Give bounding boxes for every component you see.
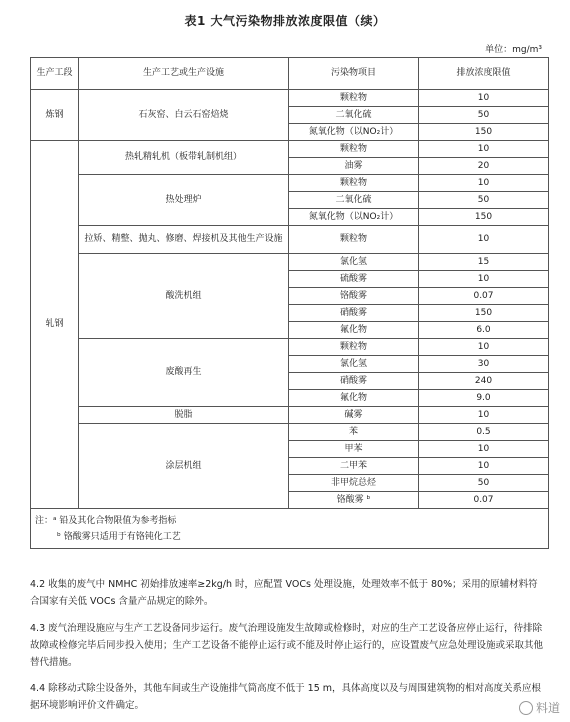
unit-label: 单位：mg/m³	[485, 45, 542, 55]
paragraph-4-2: 4.2 收集的废气中 NMHC 初始排放速率≥2kg/h 时，应配置 VOCs 处理设施，处理效率不低于 80%；采用的原辅材料符合国家有关低 VOCs 含量产品规定的除外。	[30, 579, 538, 607]
process-cell: 涂层机组	[79, 424, 289, 509]
header-process: 生产工艺或生产设施	[79, 58, 289, 90]
pollutant-cell: 铬酸雾	[289, 288, 419, 305]
pollutant-cell: 氟化物	[289, 322, 419, 339]
header-section: 生产工段	[31, 58, 79, 90]
pollutant-cell: 硫酸雾	[289, 271, 419, 288]
pollutant-cell: 氮氧化物（以NO₂计）	[289, 209, 419, 226]
section-cell: 轧钢	[31, 141, 79, 509]
pollutant-cell: 苯	[289, 424, 419, 441]
limit-cell: 20	[419, 158, 549, 175]
limit-cell: 10	[419, 441, 549, 458]
process-cell: 石灰窑、白云石窑焙烧	[79, 90, 289, 141]
pollutant-cell: 硝酸雾	[289, 305, 419, 322]
limit-cell: 0.5	[419, 424, 549, 441]
table-row	[31, 141, 549, 158]
pollutant-cell: 颗粒物	[289, 226, 419, 254]
header-row	[31, 58, 549, 90]
pollutant-cell: 铬酸雾 ᵇ	[289, 492, 419, 509]
limit-cell: 50	[419, 192, 549, 209]
note-a: 注：ᵃ 铅及其化合物限值为参考指标	[35, 515, 177, 526]
limit-cell: 9.0	[419, 390, 549, 407]
pollutant-cell: 二氧化硫	[289, 107, 419, 124]
limit-cell: 10	[419, 339, 549, 356]
pollutant-cell: 二甲苯	[289, 458, 419, 475]
table-row	[31, 339, 549, 356]
emission-limits-table	[30, 57, 549, 549]
limit-cell: 150	[419, 305, 549, 322]
pollutant-cell: 甲苯	[289, 441, 419, 458]
limit-cell: 10	[419, 90, 549, 107]
notes-row	[31, 509, 549, 549]
pollutant-cell: 氮氧化物（以NO₂计）	[289, 124, 419, 141]
limit-cell: 0.07	[419, 492, 549, 509]
limit-cell: 10	[419, 271, 549, 288]
limit-cell: 0.07	[419, 288, 549, 305]
process-cell: 热处理炉	[79, 175, 289, 226]
paragraph-4-3: 4.3 废气治理设施应与生产工艺设备同步运行。废气治理设施发生故障或检修时，对应的生产工艺设备应停止运行，待排除故障或检修完毕后同步投入使用；生产工艺设备不能停止运行或不能及时停止运行的，应设置废气应急处理设施或采取其他替代措施。	[30, 623, 544, 668]
table-row	[31, 175, 549, 192]
header-limit: 排放浓度限值	[419, 58, 549, 90]
limit-cell: 50	[419, 107, 549, 124]
table-row	[31, 424, 549, 441]
pollutant-cell: 颗粒物	[289, 339, 419, 356]
limit-cell: 10	[419, 226, 549, 254]
table-row	[31, 407, 549, 424]
process-cell: 拉矫、精整、抛丸、修磨、焊接机及其他生产设施	[79, 226, 289, 254]
pollutant-cell: 硝酸雾	[289, 373, 419, 390]
header-pollutant: 污染物项目	[289, 58, 419, 90]
watermark	[519, 699, 560, 716]
process-cell: 热轧精轧机（板带轧制机组）	[79, 141, 289, 175]
table-notes	[31, 509, 549, 549]
limit-cell: 6.0	[419, 322, 549, 339]
pollutant-cell: 氟化物	[289, 390, 419, 407]
pollutant-cell: 颗粒物	[289, 90, 419, 107]
limit-cell: 10	[419, 407, 549, 424]
pollutant-cell: 氯化氢	[289, 254, 419, 271]
pollutant-cell: 二氧化硫	[289, 192, 419, 209]
section-cell: 炼钢	[31, 90, 79, 141]
watermark-text: 料道	[535, 701, 560, 715]
wechat-logo-icon	[519, 701, 533, 715]
process-cell: 脱脂	[79, 407, 289, 424]
process-cell: 废酸再生	[79, 339, 289, 407]
limit-cell: 150	[419, 209, 549, 226]
table-row	[31, 226, 549, 254]
limit-cell: 10	[419, 141, 549, 158]
limit-cell: 15	[419, 254, 549, 271]
pollutant-cell: 颗粒物	[289, 141, 419, 158]
pollutant-cell: 非甲烷总烃	[289, 475, 419, 492]
table-row	[31, 254, 549, 271]
limit-cell: 30	[419, 356, 549, 373]
paragraph-4-4: 4.4 除移动式除尘设备外，其他车间或生产设施排气筒高度不低于 15 m，具体高度以及与周围建筑物的相对高度关系应根据环境影响评价文件确定。	[30, 683, 542, 711]
limit-cell: 150	[419, 124, 549, 141]
process-cell: 酸洗机组	[79, 254, 289, 339]
limit-cell: 10	[419, 458, 549, 475]
pollutant-cell: 油雾	[289, 158, 419, 175]
limit-cell: 240	[419, 373, 549, 390]
table-title: 表1 大气污染物排放浓度限值（续）	[184, 14, 386, 28]
pollutant-cell: 氯化氢	[289, 356, 419, 373]
pollutant-cell: 碱雾	[289, 407, 419, 424]
pollutant-cell: 颗粒物	[289, 175, 419, 192]
note-b: ᵇ 铬酸雾只适用于有铬钝化工艺	[57, 531, 181, 542]
limit-cell: 50	[419, 475, 549, 492]
table-row	[31, 90, 549, 107]
limit-cell: 10	[419, 175, 549, 192]
